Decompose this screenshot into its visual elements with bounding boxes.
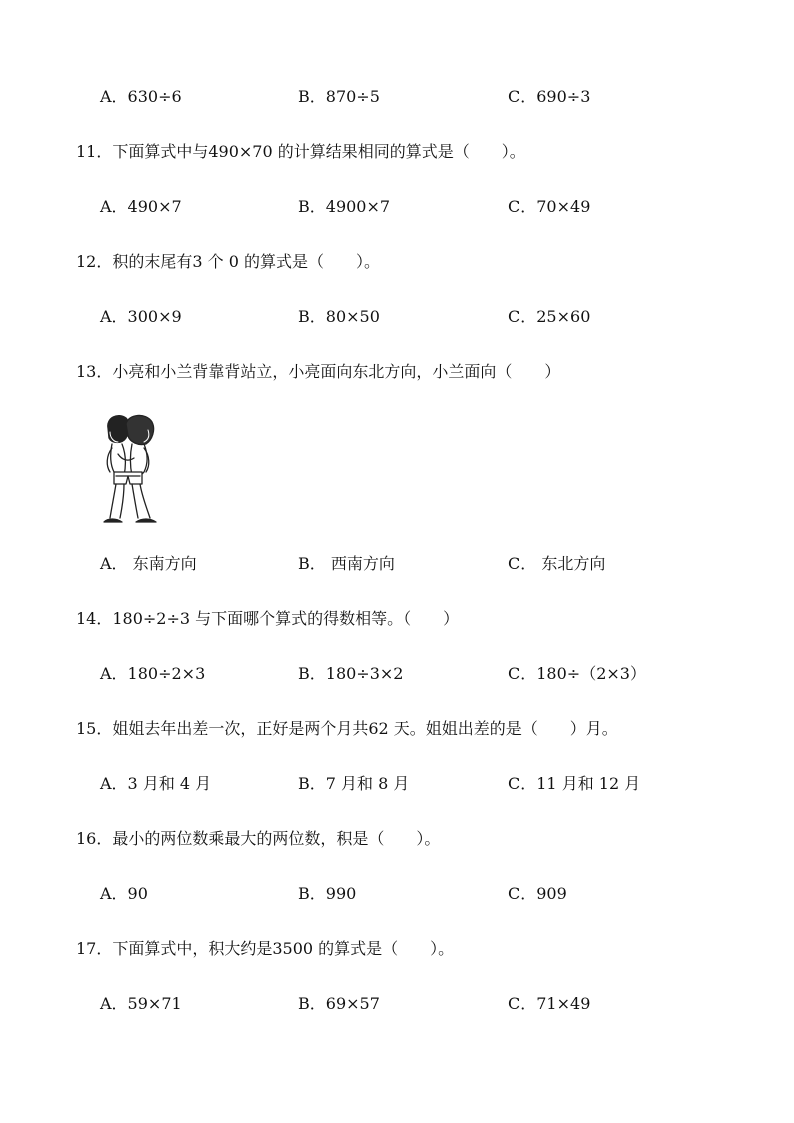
- q10-option-a: A．630÷6: [100, 87, 182, 106]
- q15-option-c: C．11 月和 12 月: [508, 774, 641, 793]
- q15-options: [0, 771, 794, 797]
- q16-question: 16．最小的两位数乘最大的两位数，积是（ ）。: [76, 829, 441, 848]
- q15-question: 15．姐姐去年出差一次，正好是两个月共62 天。姐姐出差的是（ ）月。: [76, 719, 618, 738]
- q12-option-b: B．80×50: [298, 307, 380, 326]
- q16-option-a: A．90: [100, 884, 148, 903]
- q11-option-a: A．490×7: [100, 197, 182, 216]
- q11-question: 11．下面算式中与490×70 的计算结果相同的算式是（ ）。: [76, 142, 526, 161]
- q13-option-b: B． 西南方向: [298, 554, 395, 573]
- q11-option-c: C．70×49: [508, 197, 591, 216]
- q17-options: [0, 991, 794, 1017]
- q16-options: [0, 881, 794, 907]
- q12-option-c: C．25×60: [508, 307, 591, 326]
- q11-option-b: B．4900×7: [298, 197, 391, 216]
- q16-option-c: C．909: [508, 884, 567, 903]
- q17-option-c: C．71×49: [508, 994, 591, 1013]
- q13-question: 13．小亮和小兰背靠背站立，小亮面向东北方向，小兰面向（ ）: [76, 362, 561, 381]
- back-to-back-children-illustration: [96, 410, 166, 528]
- q14-option-c: C．180÷（2×3）: [508, 664, 646, 683]
- q14-options: [0, 661, 794, 687]
- q17-question: 17．下面算式中，积大约是3500 的算式是（ ）。: [76, 939, 455, 958]
- q15-option-b: B．7 月和 8 月: [298, 774, 410, 793]
- q14-question: 14．180÷2÷3 与下面哪个算式的得数相等。（ ）: [76, 609, 460, 628]
- q16-option-b: B．990: [298, 884, 357, 903]
- q10-option-c: C．690÷3: [508, 87, 591, 106]
- q12-options: [0, 304, 794, 330]
- q14-option-b: B．180÷3×2: [298, 664, 404, 683]
- q14-option-a: A．180÷2×3: [100, 664, 206, 683]
- q11-options: [0, 194, 794, 220]
- q17-option-a: A．59×71: [100, 994, 182, 1013]
- q15-option-a: A．3 月和 4 月: [100, 774, 212, 793]
- q10-option-b: B．870÷5: [298, 87, 380, 106]
- q13-option-a: A． 东南方向: [100, 554, 197, 573]
- q17-option-b: B．69×57: [298, 994, 380, 1013]
- q12-option-a: A．300×9: [100, 307, 182, 326]
- q12-question: 12．积的末尾有3 个 0 的算式是（ ）。: [76, 252, 380, 271]
- q13-options: [0, 551, 794, 577]
- q10-options: [0, 84, 794, 110]
- q13-option-c: C． 东北方向: [508, 554, 606, 573]
